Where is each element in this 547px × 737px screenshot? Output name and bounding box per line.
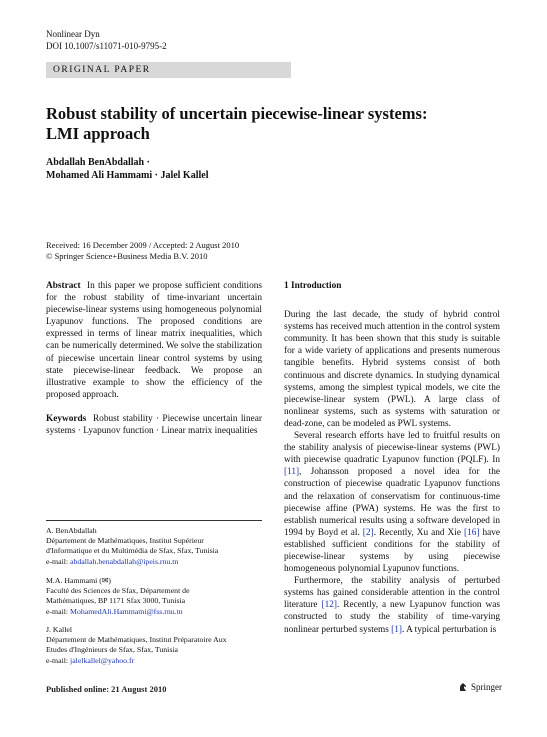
paragraph-3: Furthermore, the stability analysis of perturbed systems has gained considerable attention in the control literature [12]. Recently, a new Lyapunov function was constructed to study the stability of time-varying nonlinear perturbed systems [1]. A typical perturbation is	[284, 576, 500, 635]
affiliation-line: d'Informatique et du Multimédia de Sfax, Sfax, Tunisia	[46, 546, 219, 556]
springer-knight-icon	[458, 682, 468, 692]
journal-doi: DOI 10.1007/s11071-010-9795-2	[46, 40, 167, 51]
email-link[interactable]: jalelkallel@yahoo.fr	[70, 655, 135, 665]
abstract	[46, 280, 262, 401]
citation-link[interactable]: [12]	[321, 600, 337, 611]
affiliation-email-row: e-mail: MohamedAli.Hammami@fss.rnu.tn	[46, 606, 183, 616]
journal-name: Nonlinear Dyn	[46, 29, 100, 39]
copyright: © Springer Science+Business Media B.V. 2010	[46, 251, 208, 261]
keywords-text: Robust stability · Piecewise uncertain linear systems · Lyapunov function · Linear matrix inequalities	[46, 413, 262, 437]
abstract-text: In this paper we propose sufficient conditions for the robust stability of time-invariant uncertain piecewise-linear systems using homogeneous polynomial Lyapunov functions. The proposed conditions are expressed in terms of linear matrix inequalities, which can be numerically determined. We solve the stabilization of piecewise uncertain linear control systems by using state piecewise-linear feedback. We propose an illustrative example to show the efficiency of the proposed approach.	[46, 281, 262, 400]
affiliation-line: Département de Mathématiques, Institut Préparatoire Aux	[46, 635, 227, 645]
affiliation-name: M.A. Hammami (✉)	[46, 576, 111, 585]
affiliation-1	[46, 526, 262, 567]
citation-link[interactable]: [2]	[362, 527, 374, 538]
email-link[interactable]: MohamedAli.Hammami@fss.rnu.tn	[70, 606, 183, 616]
section-heading: 1 Introduction	[284, 281, 342, 291]
affiliation-line: Mathématiques, BP 1171 Sfax 3000, Tunisia	[46, 596, 186, 606]
email-link[interactable]: abdallah.benabdallah@ipeis.rnu.tn	[70, 556, 179, 566]
publication-dates	[46, 240, 239, 262]
affiliation-2	[46, 576, 262, 617]
introduction-column	[284, 280, 500, 636]
affiliation-email-row: e-mail: jalelkallel@yahoo.fr	[46, 655, 135, 665]
journal-header	[46, 29, 167, 52]
title-line-1: Robust stability of uncertain piecewise-linear systems:	[46, 104, 428, 123]
authors-line-2: Mohamed Ali Hammami · Jalel Kallel	[46, 170, 209, 181]
keywords	[46, 413, 262, 437]
citation-link[interactable]: [16]	[463, 527, 480, 538]
affiliation-name: A. BenAbdallah	[46, 526, 97, 535]
abstract-label: Abstract	[46, 281, 81, 291]
affiliation-line: Etudes d'Ingénieurs de Sfax, Sfax, Tunisia	[46, 645, 178, 655]
author-list	[46, 156, 209, 182]
received-accepted: Received: 16 December 2009 / Accepted: 2 August 2010	[46, 240, 240, 250]
published-online: Published online: 21 August 2010	[46, 684, 167, 694]
keywords-label: Keywords	[46, 413, 87, 424]
paragraph-1: During the last decade, the study of hybrid control systems has received much attention in the control system community. It has been shown that this study is suitable for a wide variety of applications and presents numerous tangible benefits. Hybrid systems consist of both continuous and discrete dynamics. In studying dynamical systems, among the simplest typical models, we cite the piecewise-linear system (PWL). A large class of nonlinear systems, such as systems with saturation or dead-zone, can be modeled as PWL systems.	[284, 310, 500, 429]
affiliation-3	[46, 625, 262, 666]
affiliation-line: Département de Mathématiques, Institut Supérieur	[46, 536, 204, 546]
publisher-name: Springer	[471, 682, 502, 692]
footnote-rule	[46, 520, 262, 521]
affiliation-line: Faculté des Sciences de Sfax, Département de	[46, 586, 190, 596]
citation-link[interactable]: [1]	[391, 624, 402, 635]
citation-link[interactable]: [11]	[284, 467, 300, 478]
article-type-banner: ORIGINAL PAPER	[46, 62, 291, 78]
authors-line-1: Abdallah BenAbdallah ·	[46, 157, 150, 168]
title-line-2: LMI approach	[46, 124, 150, 143]
affiliation-name: J. Kallel	[46, 625, 72, 634]
abstract-column	[46, 280, 262, 437]
paper-title	[46, 104, 466, 144]
publisher-mark	[458, 682, 502, 692]
affiliation-email-row: e-mail: abdallah.benabdallah@ipeis.rnu.tn	[46, 556, 179, 566]
paragraph-2: Several research efforts have led to fruitful results on the stability analysis of piecewise-linear systems (PWL) with piecewise quadratic Lyapunov function (PQLF). In [11], Johansson proposed a novel idea for the construction of piecewise quadratic Lyapunov functions and the relaxation of conservatism for continuous-time piecewise affine (PWA) systems. He was the first to establish numerical results using a software developed in 1994 by Boyd et al. [2]. Recently, Xu and Xie [16] have established sufficient conditions for the stability of piecewise-linear systems by using piecewise homogeneous polynomial Lyapunov functions.	[284, 431, 501, 575]
